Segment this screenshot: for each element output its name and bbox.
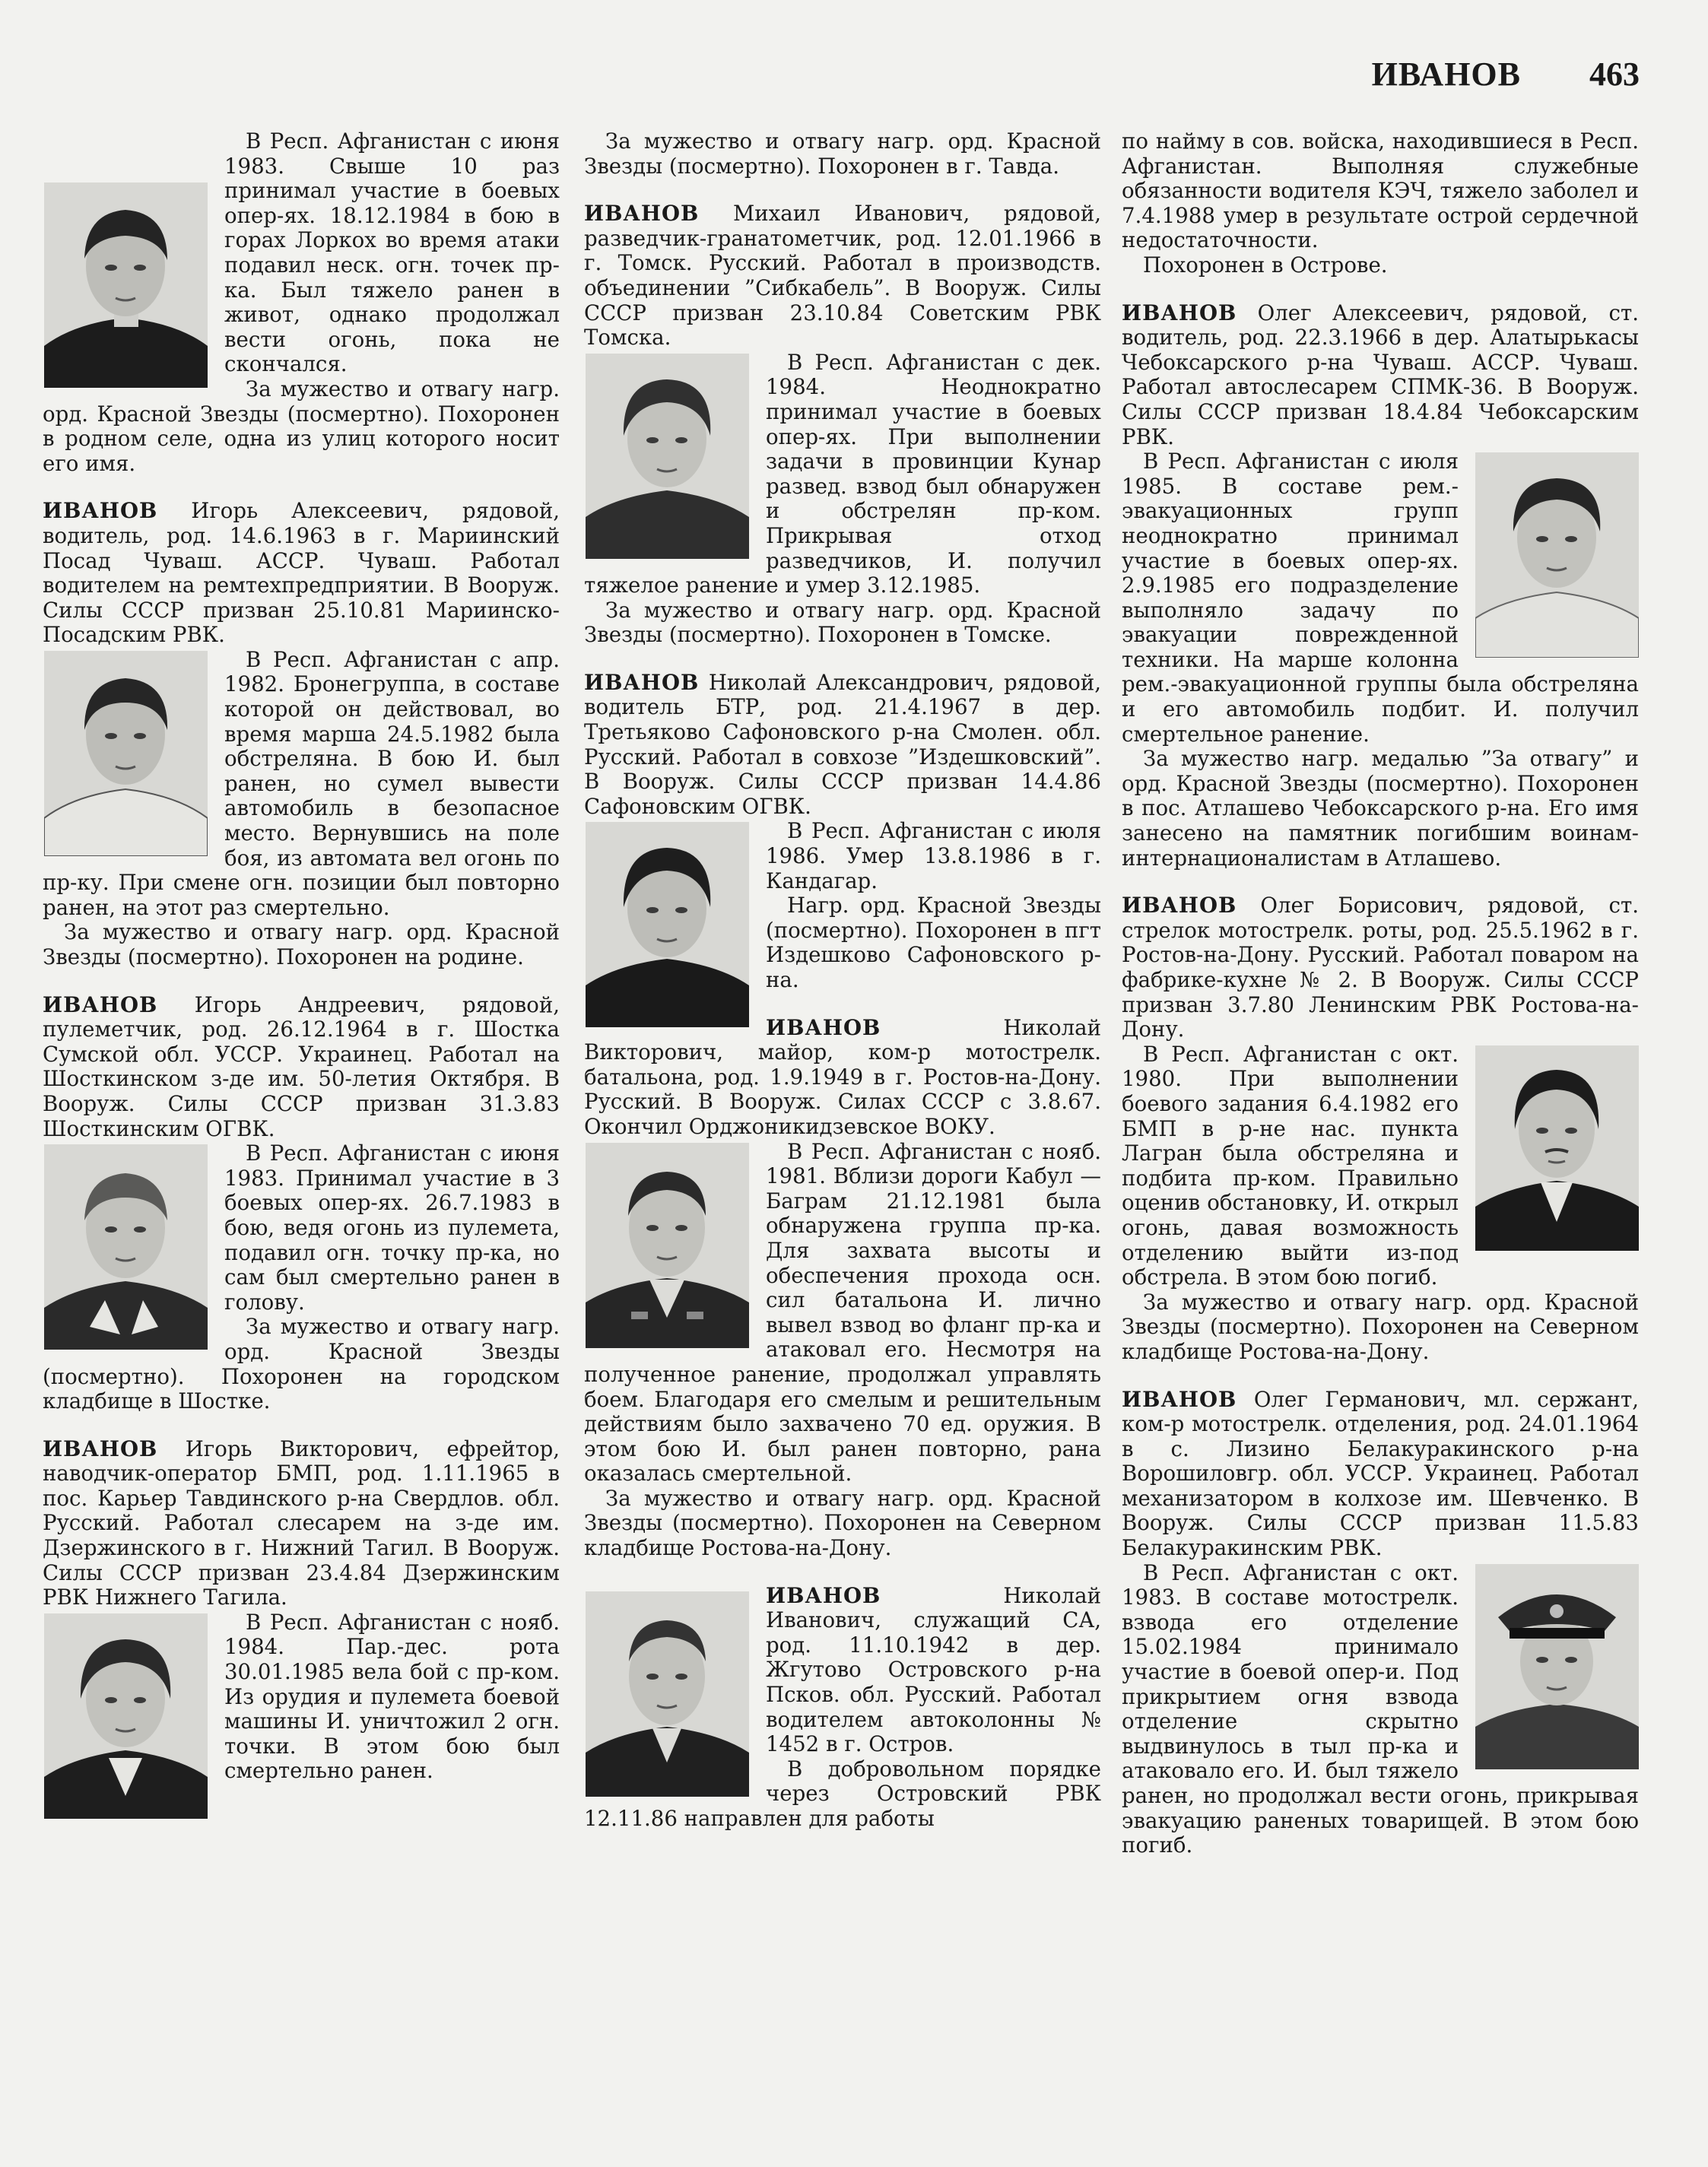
entry-paragraph: В Респ. Афганистан с окт. 1980. При выполнении боевого задания 6.4.1982 его БМП в р-не нас. пункта Лагран была обстреляна и подбита пр-ком. Правильно оценив обстановку, И. открыл огонь, давая возможность отделению выйти из-под обстрела. В этом бою погиб. [1122, 1041, 1459, 1290]
portrait-icon [586, 1591, 749, 1797]
entry-igor-alekseevich [43, 499, 560, 969]
entry-paragraph: За мужество и отвагу нагр. орд. Красной Звезды (посмертно). Похоронен на родине. [43, 919, 560, 969]
entry-surname: ИВАНОВ [43, 991, 158, 1017]
entry-paragraph: За мужество и отвагу нагр. орд. Красной Звезды (посмертно). Похоронен в Томске. [584, 597, 1101, 648]
entry-heading: Игорь Андреевич, рядовой, пулеметчик, род. 26.12.1964 в г. Шостка Сумской обл. УССР. Украинец. Работал на Шосткинском з-де им. 50-летия Октября. В Вооруж. Силы СССР призван 31.3.83 Шосткинским ОГВК. [43, 991, 560, 1141]
portrait-icon [44, 1144, 208, 1350]
entry-paragraph: В Респ. Афганистан с июня 1983. Свыше 10 раз принимал участие в боевых опер-ях. 18.12.1984 в бою в горах Лоркох во время атаки подавил неск. огн. точек пр-ка. Был тяжело ранен в живот, однако продолжал вести огонь, пока не скончался. [224, 128, 560, 377]
page-number: 463 [1589, 56, 1640, 93]
running-head: ИВАНОВ [1371, 56, 1521, 93]
entry-oleg-borisovich [1122, 893, 1639, 1364]
portrait-photo [586, 822, 749, 1027]
entry-heading: Игорь Алексеевич, рядовой, водитель, род. 14.6.1963 в г. Мариинский Посад Чуваш. АССР. Чуваш. Работал водителем на ремтехпредприятии. В Вооруж. Силы СССР призван 25.10.81 Мариинско-Посадским РВК. [43, 498, 560, 648]
portrait-photo [586, 1591, 749, 1797]
entry-paragraph: В Респ. Афганистан с дек. 1984. Неоднократно принимал участие в боевых опер-ях. При выполнении задачи в провинции Кунар развед. взвод был обнаружен и обстрелян пр-ком. Прикрывая отход разведчиков, И. получил тяжелое ранение и умер 3.12.1985. [584, 349, 1101, 598]
portrait-icon [586, 822, 749, 1027]
portrait-icon [586, 354, 749, 559]
entry-continuation [584, 129, 1101, 179]
entry-surname: ИВАНОВ [766, 1014, 881, 1040]
column-middle [584, 129, 1101, 1854]
entry-heading: Михаил Иванович, рядовой, разведчик-гранатометчик, род. 12.01.1966 в г. Томск. Русский. Работал в производств. объединении ”Сибкабель”. В Вооруж. Силы СССР призван 23.10.84 Советским РВК Томска. [584, 201, 1101, 351]
entry-oleg-germanovich [1122, 1388, 1639, 1858]
entry-paragraph: В Респ. Афганистан с нояб. 1984. Пар.-дес. рота 30.01.1985 вела бой с пр-ком. Из орудия и пулемета боевой машины И. уничтожил 2 огн. точки. В этом бою был смертельно ранен. [224, 1609, 560, 1784]
entry-paragraph: За мужество и отвагу нагр. орд. Красной Звезды (посмертно). Похоронен в г. Тавда. [584, 128, 1101, 179]
entry-paragraph: В добровольном порядке через Островский РВК 12.11.86 направлен для работы [584, 1756, 1101, 1831]
entry-paragraph: За мужество нагр. медалью ”За отвагу” и орд. Красной Звезды (посмертно). Похоронен в пос. Атлашево Чебоксарского р-на. Его имя занесено на памятник погибшим воинам-интернационалистам в Атлашево. [1122, 746, 1639, 871]
entry-heading: Олег Борисович, рядовой, ст. стрелок мотострелк. роты, род. 25.5.1962 в г. Ростов-на-Дону. Русский. Работал поваром на фабрике-кухне № 2. В Вооруж. Силы СССР призван 3.7.80 Ленинским РВК Ростова-на-Дону. [1122, 893, 1639, 1042]
entry-surname: ИВАНОВ [1122, 1386, 1237, 1412]
portrait-photo [1475, 452, 1639, 658]
entry-paragraph: В Респ. Афганистан с окт. 1983. В составе мотострелк. взвода его отделение 15.02.1984 принимало участие в боевой опер-и. Под прикрытием огня взвода отделение скрытно выдвинулось в тыл пр-ка и атаковало его. И. был тяжело ранен, но продолжал вести огонь, прикрывая эвакуацию раненых товарищей. В этом бою погиб. [1122, 1559, 1639, 1858]
entry-paragraph: В Респ. Афганистан с июля 1985. В составе рем.-эвакуационных групп неоднократно принимал участие в боевых опер-ях. 2.9.1985 его подразделение выполняло задачу по эвакуации поврежденной техники. На марше колонна рем.-эвакуационной группы была обстреляна и его автомобиль подбит. И. получил смертельное ранение. [1122, 449, 1639, 747]
entry-surname: ИВАНОВ [584, 201, 700, 227]
portrait-photo [44, 182, 208, 388]
entry-paragraph: В Респ. Афганистан с июня 1983. Принимал участие в 3 боевых опер-ях. 26.7.1983 в бою, ведя огонь из пулемета, подавил огн. точку пр-ка, но сам был смертельно ранен в голову. [224, 1141, 560, 1315]
portrait-photo [586, 354, 749, 559]
entry-paragraph: За мужество и отвагу нагр. орд. Красной Звезды (посмертно). Похоронен в родном селе, одна из улиц которого носит его имя. [43, 376, 560, 476]
portrait-icon [1475, 1045, 1639, 1251]
entry-paragraph: В Респ. Афганистан с нояб. 1981. Вблизи дороги Кабул — Баграм 21.12.1981 была обнаружена группа пр-ка. Для захвата высоты и обеспечения прохода осн. сил батальона И. лично вывел взвод во фланг пр-ка и атаковал его. Несмотря на полученное ранение, продолжал управлять боем. Благодаря его смелым и решительным действиям было захвачено 70 ед. оружия. В этом бою И. был ранен повторно, рана оказалась смертельной. [584, 1138, 1101, 1486]
entry-continuation [1122, 129, 1639, 278]
entry-igor-viktorovich [43, 1437, 560, 1784]
entry-surname: ИВАНОВ [1122, 300, 1237, 325]
entry-paragraph: Нагр. орд. Красной Звезды (посмертно). Похоронен в пгт Издешково Сафоновского р-на. [766, 893, 1101, 992]
portrait-icon [1475, 1564, 1639, 1769]
portrait-photo [44, 1144, 208, 1350]
entry-surname: ИВАНОВ [43, 1436, 158, 1461]
portrait-icon [1475, 452, 1639, 658]
entry-nikolai-viktorovich [584, 1016, 1101, 1561]
entry-paragraph: За мужество и отвагу нагр. орд. Красной Звезды (посмертно). Похоронен на Северном кладбище Ростова-на-Дону. [584, 1485, 1101, 1561]
entry-nikolai-ivanovich [584, 1584, 1101, 1832]
page-header [1372, 55, 1640, 94]
entry-continuation [43, 129, 560, 476]
portrait-icon [586, 1143, 749, 1348]
entry-surname: ИВАНОВ [584, 669, 700, 695]
entry-mikhail-ivanovich [584, 201, 1101, 648]
entry-surname: ИВАНОВ [43, 498, 158, 524]
entry-paragraph: В Респ. Афганистан с июля 1986. Умер 13.8.1986 в г. Кандагар. [766, 818, 1101, 893]
entry-igor-andreevich [43, 993, 560, 1414]
portrait-photo [1475, 1045, 1639, 1251]
entry-heading: Николай Александрович, рядовой, водитель БТР, род. 21.4.1967 в дер. Третьяково Сафоновского р-на Смолен. обл. Русский. Работал в совхозе ”Издешковский”. В Вооруж. Силы СССР призван 14.4.86 Сафоновским ОГВК. [584, 669, 1101, 819]
portrait-photo [1475, 1564, 1639, 1769]
entry-nikolai-aleksandrovich [584, 671, 1101, 993]
entry-heading: Николай Викторович, майор, ком-р мотострелк. батальона, род. 1.9.1949 в г. Ростов-на-Дону. Русский. В Вооруж. Силах СССР с 3.8.67. Окончил Орджоникидзевское ВОКУ. [584, 1014, 1101, 1139]
portrait-photo [44, 1613, 208, 1819]
entry-paragraph: Похоронен в Острове. [1143, 252, 1388, 278]
entry-heading: Николай Иванович, служащий СА, род. 11.10.1942 в дер. Жгутово Островского р-на Псков. обл. Русский. Работал водителем автоколонны № 1452 в г. Остров. [766, 1582, 1101, 1757]
entry-heading: Олег Алексеевич, рядовой, ст. водитель, род. 22.3.1966 в дер. Алатырькасы Чебоксарского р-на Чуваш. АССР. Чуваш. Работал автослесарем СПМК-36. В Вооруж. Силы СССР призван 18.4.84 Чебоксарским РВК. [1122, 300, 1639, 449]
portrait-icon [44, 1613, 208, 1819]
entry-paragraph: За мужество и отвагу нагр. орд. Красной Звезды (посмертно). Похоронен на Северном кладбище Ростова-на-Дону. [1122, 1289, 1639, 1364]
entry-heading: Олег Германович, мл. сержант, ком-р мотострелк. отделения, род. 24.01.1964 в с. Лизино Белакуракинского р-на Ворошиловгр. обл. УССР. Украинец. Работал механизатором в колхозе им. Шевченко. В Вооруж. Силы СССР призван 11.5.83 Белакуракинским РВК. [1122, 1386, 1639, 1561]
portrait-photo [586, 1143, 749, 1348]
column-left [43, 129, 560, 1823]
column-right [1122, 129, 1639, 1881]
portrait-icon [44, 182, 208, 388]
portrait-icon [44, 651, 208, 856]
portrait-photo [44, 651, 208, 856]
entry-paragraph: За мужество и отвагу нагр. орд. Красной Звезды (посмертно). Похоронен на городском кладбище в Шостке. [43, 1314, 560, 1414]
entry-oleg-alekseevich [1122, 301, 1639, 871]
entry-heading: Игорь Викторович, ефрейтор, наводчик-оператор БМП, род. 1.11.1965 в пос. Карьер Тавдинского р-на Свердлов. обл. Русский. Работал слесарем на з-де им. Дзержинского в г. Нижний Тагил. В Вооруж. Силы СССР призван 23.4.84 Дзержинским РВК Нижнего Тагила. [43, 1436, 560, 1610]
entry-surname: ИВАНОВ [1122, 893, 1237, 919]
entry-surname: ИВАНОВ [766, 1582, 881, 1608]
entry-paragraph: В Респ. Афганистан с апр. 1982. Бронегруппа, в составе которой он действовал, во время марша 24.5.1982 была обстреляна. В бою И. был ранен, но сумел вывести автомобиль в безопасное место. Вернувшись на поле боя, из автомата вел огонь по пр-ку. При смене огн. позиции был повторно ранен, на этот раз смертельно. [43, 646, 560, 920]
entry-paragraph: по найму в сов. войска, находившиеся в Респ. Афганистан. Выполняя служебные обязанности водителя КЭЧ, тяжело заболел и 7.4.1988 умер в результате острой сердечной недостаточности. [1122, 128, 1639, 253]
